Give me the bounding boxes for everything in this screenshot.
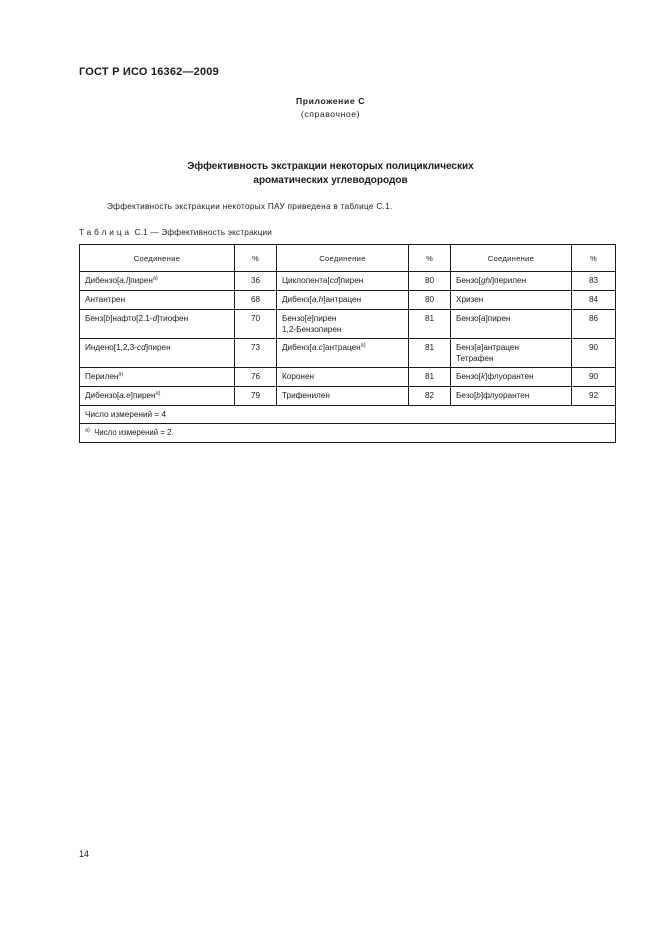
header-compound-1: Соединение [80,245,235,272]
compound-cell: Дибензо[a.e]пирен$^{а)}$ [80,387,235,406]
standard-header: ГОСТ Р ИСО 16362—2009 [79,66,219,78]
section-title-line-2: ароматических углеводородов [253,175,408,186]
percent-cell: 92 [572,387,616,406]
header-compound-3: Соединение [451,245,572,272]
annex-heading [0,95,661,121]
footnote-text: Число измерений = 2. [94,428,174,437]
compound-cell: Антантрен [80,291,235,310]
percent-cell: 76 [235,368,277,387]
compound-cell: Перилен$^{а)}$ [80,368,235,387]
compound-cell: Коронен [277,368,409,387]
table-row [80,291,616,310]
annex-title: Приложение С [296,96,365,106]
percent-cell: 81 [409,368,451,387]
table-row [80,368,616,387]
table-row [80,272,616,291]
table-caption [79,228,272,237]
table-row [80,339,616,368]
compound-cell: Дибенз[a,h]антрацен [277,291,409,310]
compound-cell: Бензо[ghi]перилен [451,272,572,291]
table-caption-text: С.1 — Эффективность экстракции [134,228,273,237]
compound-cell: Дибенз[a.c]антрацен$^{а)}$ [277,339,409,368]
table-note-main: Число измерений = 4 [80,406,616,424]
extraction-table [79,244,616,443]
compound-cell: Бензо[a]пирен [451,310,572,339]
percent-cell: 81 [409,310,451,339]
percent-cell: 84 [572,291,616,310]
compound-cell: Бенз[b]нафто[2.1-d]тиофен [80,310,235,339]
compound-cell: Бензо[k]флуорантен [451,368,572,387]
percent-cell: 68 [235,291,277,310]
percent-cell: 80 [409,272,451,291]
percent-cell: 81 [409,339,451,368]
compound-cell: Дибензо[a,l]пирен$^{а)}$ [80,272,235,291]
percent-cell: 79 [235,387,277,406]
header-percent-2: % [409,245,451,272]
header-compound-2: Соединение [277,245,409,272]
percent-cell: 90 [572,368,616,387]
compound-cell: Хризен [451,291,572,310]
section-title-line-1: Эффективность экстракции некоторых полициклических [187,161,474,172]
section-title [0,160,661,188]
percent-cell: 82 [409,387,451,406]
table-row [80,310,616,339]
footnote-marker: а) [85,427,90,434]
header-percent-1: % [235,245,277,272]
header-percent-3: % [572,245,616,272]
percent-cell: 70 [235,310,277,339]
percent-cell: 73 [235,339,277,368]
annex-subtitle: (справочное) [300,109,361,119]
table-footnote-row [80,424,616,443]
compound-cell: Бензо[e]пирен 1,2-Бензопирен [277,310,409,339]
compound-cell: Бенз[a]антрацен Тетрафен [451,339,572,368]
percent-cell: 83 [572,272,616,291]
percent-cell: 90 [572,339,616,368]
compound-cell: Трифенилен [277,387,409,406]
percent-cell: 80 [409,291,451,310]
intro-paragraph: Эффективность экстракции некоторых ПАУ приведена в таблице С.1. [107,202,393,211]
table-header-row [80,245,616,272]
compound-cell: Индено[1,2,3-cd]пирен [80,339,235,368]
table-caption-lead: Таблица [79,228,133,237]
compound-cell: Безо[b]флуорантен [451,387,572,406]
percent-cell: 86 [572,310,616,339]
percent-cell: 36 [235,272,277,291]
table-row [80,387,616,406]
table-footnote [80,424,616,443]
compound-cell: Циклопента[cd]пирен [277,272,409,291]
page-number: 14 [79,849,90,859]
table-note-row [80,406,616,424]
